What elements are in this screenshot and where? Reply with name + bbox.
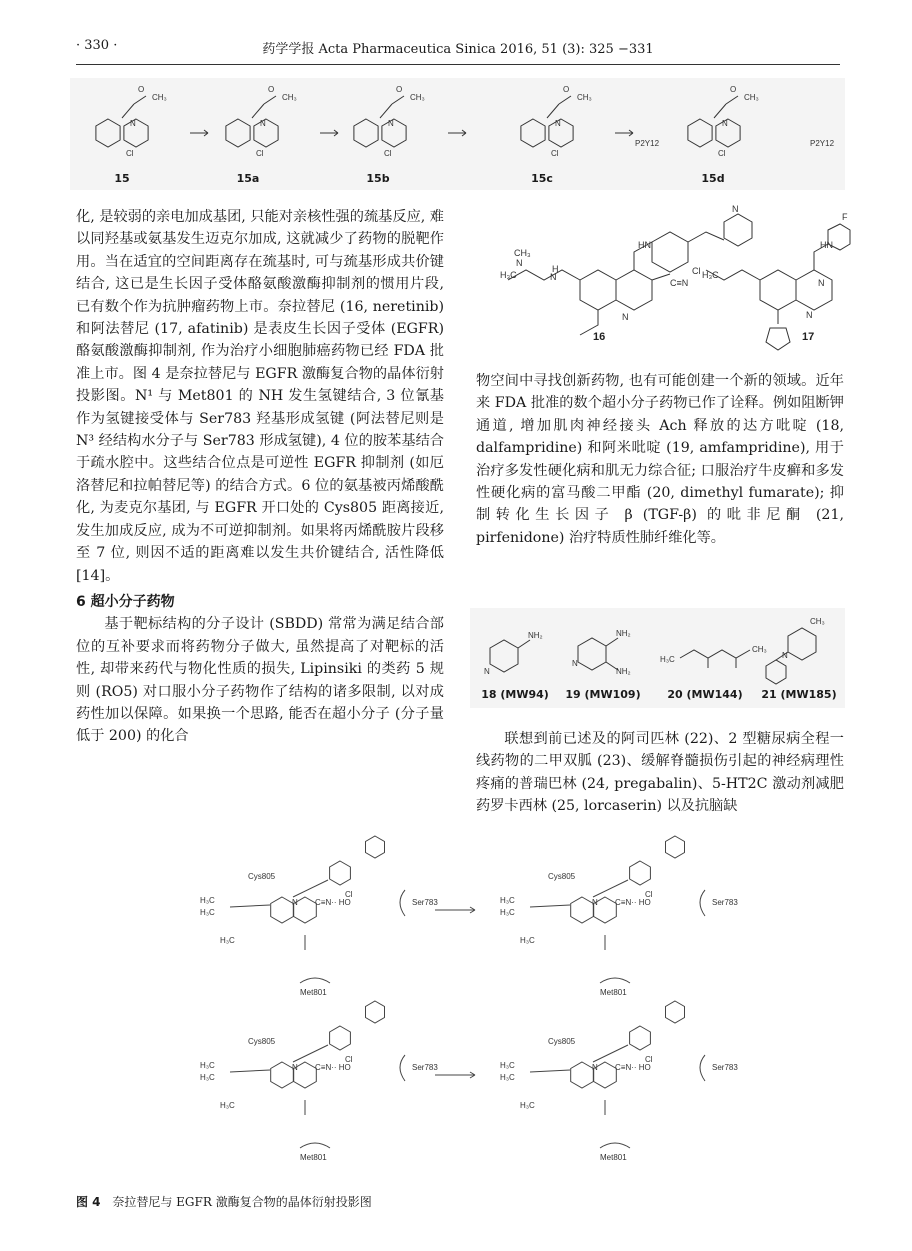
figure-4-drawing — [190, 835, 738, 1165]
svg-text:NH₂: NH₂ — [616, 629, 631, 638]
svg-text:H₃C: H₃C — [200, 896, 215, 905]
svg-text:C≡N·· HO: C≡N·· HO — [315, 898, 351, 907]
residue-label: Ser783 — [412, 1063, 438, 1072]
svg-text:H₃C: H₃C — [500, 1073, 515, 1082]
svg-text:Cl: Cl — [256, 149, 264, 158]
svg-text:N: N — [550, 272, 557, 282]
svg-text:CH₃: CH₃ — [744, 93, 759, 102]
svg-text:C≡N·· HO: C≡N·· HO — [615, 898, 651, 907]
compound-label: 17 — [802, 331, 815, 343]
residue-label: Ser783 — [412, 898, 438, 907]
svg-text:CH₃: CH₃ — [752, 645, 767, 654]
svg-text:H₃C: H₃C — [200, 908, 215, 917]
svg-text:CH₃: CH₃ — [410, 93, 425, 102]
compound-label: 15c — [531, 172, 553, 185]
compound-label: 15b — [366, 172, 390, 185]
svg-text:Cl: Cl — [645, 890, 653, 899]
svg-text:N: N — [622, 312, 629, 322]
svg-text:Cl: Cl — [384, 149, 392, 158]
svg-text:H₃C: H₃C — [520, 936, 535, 945]
svg-text:C≡N: C≡N — [670, 278, 689, 288]
right-column-bottom — [476, 728, 844, 818]
paragraph: 化, 是较弱的亲电加成基团, 只能对亲核性强的巯基反应, 难以同羟基或氨基发生迈克尔加成, 这就减少了药物的脱靶作用。当在适宜的空间距离存在巯基时, 可与巯基形成共价键结合, 这已是生长因子受体酪氨酸激酶抑制剂的惯用片段, 已有数个作为抗肿瘤药物上市。奈拉替尼 (16, neretinib) 和阿法替尼 (17, afatinib) 是表皮生长因子受体 (EGFR) 酪氨酸激酶抑制剂, 作为治疗小细胞肺癌药物已经 FDA 批准上市。图 4 是奈拉替尼与 EGFR 激酶复合物的晶体衍射投影图。N¹ 与 Met801 的 NH 发生氢键结合, 3 位氰基作为氢键接受体与 Ser783 羟基形成氢键 (阿法替尼则是 N³ 经结构水分子与 Ser783 形成氢键), 4 位的胺苯基结合于疏水腔中。这些结合位点是可逆性 EGFR 抑制剂 (如厄洛替尼和拉帕替尼等) 的结合方式。6 位的氨基被丙烯酸酰化, 为麦克尔基团, 与 EGFR 开口处的 Cys805 距离接近, 发生加成反应, 成为不可逆抑制剂。如果将丙烯酰胺片段移至 7 位, 则因不适的距离难以发生共价键结合, 活性降低[14]。 — [76, 209, 444, 584]
svg-text:N: N — [292, 898, 298, 907]
svg-text:N: N — [260, 119, 266, 128]
svg-text:HN: HN — [820, 240, 833, 250]
svg-text:N: N — [130, 119, 136, 128]
svg-text:CH₃: CH₃ — [514, 248, 531, 258]
residue-label: Met801 — [300, 988, 327, 997]
svg-text:CH₃: CH₃ — [282, 93, 297, 102]
header-rule — [76, 64, 840, 65]
paragraph: 基于靶标结构的分子设计 (SBDD) 常常为满足结合部位的互补要求而将药物分子做大, 虽然提高了对靶标的活性, 却带来药代与物化性质的损失, Lipinsiki 的类药 5 规则 (RO5) 对口服小分子药物作了结构的诸多限制, 以对成药性加以保障。如果换一个思路, 能否在超小分子 (分子量低于 200) 的化合 — [76, 616, 444, 745]
svg-text:N: N — [292, 1063, 298, 1072]
svg-text:N: N — [722, 119, 728, 128]
svg-text:O: O — [563, 85, 570, 94]
svg-text:P2Y12: P2Y12 — [635, 139, 660, 148]
svg-text:N: N — [592, 898, 598, 907]
svg-text:N: N — [484, 667, 490, 676]
svg-text:O: O — [730, 85, 737, 94]
residue-label: Met801 — [600, 1153, 627, 1162]
svg-text:CH₃: CH₃ — [577, 93, 592, 102]
svg-text:Cl: Cl — [345, 1055, 353, 1064]
svg-text:H₃C: H₃C — [200, 1061, 215, 1070]
svg-text:NH₂: NH₂ — [528, 631, 543, 640]
svg-text:H₃C: H₃C — [220, 936, 235, 945]
molecule-label: 19 (MW109) — [565, 688, 641, 701]
structures-16-17 — [470, 200, 850, 350]
small-molecules-drawing — [470, 608, 845, 686]
svg-text:N: N — [388, 119, 394, 128]
page-number: · 330 · — [76, 38, 118, 53]
svg-text:N: N — [806, 310, 813, 320]
svg-text:O: O — [268, 85, 275, 94]
svg-text:N: N — [782, 651, 788, 660]
svg-text:CH₃: CH₃ — [810, 617, 825, 626]
svg-text:Cl: Cl — [692, 266, 701, 276]
svg-text:H: H — [552, 264, 559, 274]
svg-text:Cl: Cl — [551, 149, 559, 158]
svg-text:N: N — [818, 278, 825, 288]
svg-text:N: N — [516, 258, 523, 268]
molecule-label: 20 (MW144) — [667, 688, 743, 701]
residue-label: Met801 — [300, 1153, 327, 1162]
svg-text:H₃C: H₃C — [520, 1101, 535, 1110]
svg-text:Cl: Cl — [645, 1055, 653, 1064]
residue-label: Cys805 — [248, 1037, 276, 1046]
svg-text:H₃C: H₃C — [500, 908, 515, 917]
right-column-top — [476, 370, 844, 549]
compound-label: 16 — [593, 331, 606, 343]
svg-text:H₃C: H₃C — [500, 1061, 515, 1070]
residue-label: Met801 — [600, 988, 627, 997]
svg-text:O: O — [138, 85, 145, 94]
residue-label: Ser783 — [712, 1063, 738, 1072]
paragraph: 联想到前已述及的阿司匹林 (22)、2 型糖尿病全程一线药物的二甲双胍 (23)、缓解脊髓损伤引起的神经病理性疼痛的普瑞巴林 (24, pregabalin)、5-HT2C 激动剂减肥药罗卡西林 (25, lorcaserin) 以及抗脑缺 — [476, 731, 844, 815]
small-molecules-panel — [470, 608, 845, 708]
svg-text:O: O — [396, 85, 403, 94]
svg-text:HN: HN — [638, 240, 651, 250]
svg-text:H₃C: H₃C — [660, 655, 675, 664]
svg-text:H₃C: H₃C — [500, 896, 515, 905]
svg-text:N: N — [555, 119, 561, 128]
figure-caption-label: 图 4 — [76, 1195, 101, 1209]
residue-label: Cys805 — [548, 1037, 576, 1046]
compound-label: 15d — [701, 172, 725, 185]
svg-text:Cl: Cl — [718, 149, 726, 158]
svg-text:F: F — [842, 212, 848, 222]
svg-text:N: N — [592, 1063, 598, 1072]
section-heading: 6 超小分子药物 — [76, 593, 175, 610]
svg-text:C≡N·· HO: C≡N·· HO — [615, 1063, 651, 1072]
svg-text:H₃C: H₃C — [500, 270, 517, 280]
svg-text:Cl: Cl — [126, 149, 134, 158]
figure-caption-text: 奈拉替尼与 EGFR 激酶复合物的晶体衍射投影图 — [112, 1195, 372, 1209]
page-header — [76, 34, 840, 56]
svg-text:H₃C: H₃C — [200, 1073, 215, 1082]
figure-caption — [76, 1193, 372, 1210]
svg-text:C≡N·· HO: C≡N·· HO — [315, 1063, 351, 1072]
paragraph: 物空间中寻找创新药物, 也有可能创建一个新的领域。近年来 FDA 批准的数个超小分子药物已作了诠释。例如阻断钾通道, 增加肌肉神经接头 Ach 释放的达方吡啶 (18, dalfampridine) 和阿米吡啶 (19, amfampridine), 用于治疗多发性硬化病和肌无力综合征; 口服治疗牛皮癣和多发性硬化病的富马酸二甲酯 (20, dimethyl fumarate); 抑制转化生长因子 β (TGF-β) 的吡非尼酮 (21, pirfenidone) 治疗特质性肺纤维化等。 — [476, 373, 844, 546]
reaction-scheme — [70, 78, 845, 190]
residue-label: Cys805 — [248, 872, 276, 881]
svg-text:N: N — [732, 204, 739, 214]
journal-citation: 药学学报 Acta Pharmaceutica Sinica 2016, 51 (3): 325 −331 — [262, 42, 654, 57]
residue-label: Cys805 — [548, 872, 576, 881]
svg-text:H₃C: H₃C — [220, 1101, 235, 1110]
compound-label: 15 — [114, 172, 130, 185]
svg-text:CH₃: CH₃ — [152, 93, 167, 102]
molecule-label: 18 (MW94) — [481, 688, 549, 701]
svg-text:N: N — [572, 659, 578, 668]
svg-text:P2Y12: P2Y12 — [810, 139, 835, 148]
svg-text:Cl: Cl — [345, 890, 353, 899]
left-column — [76, 206, 444, 748]
molecule-label: 21 (MW185) — [761, 688, 837, 701]
compound-label: 15a — [236, 172, 260, 185]
svg-text:H₃C: H₃C — [702, 270, 719, 280]
svg-text:NH₂: NH₂ — [616, 667, 631, 676]
residue-label: Ser783 — [712, 898, 738, 907]
